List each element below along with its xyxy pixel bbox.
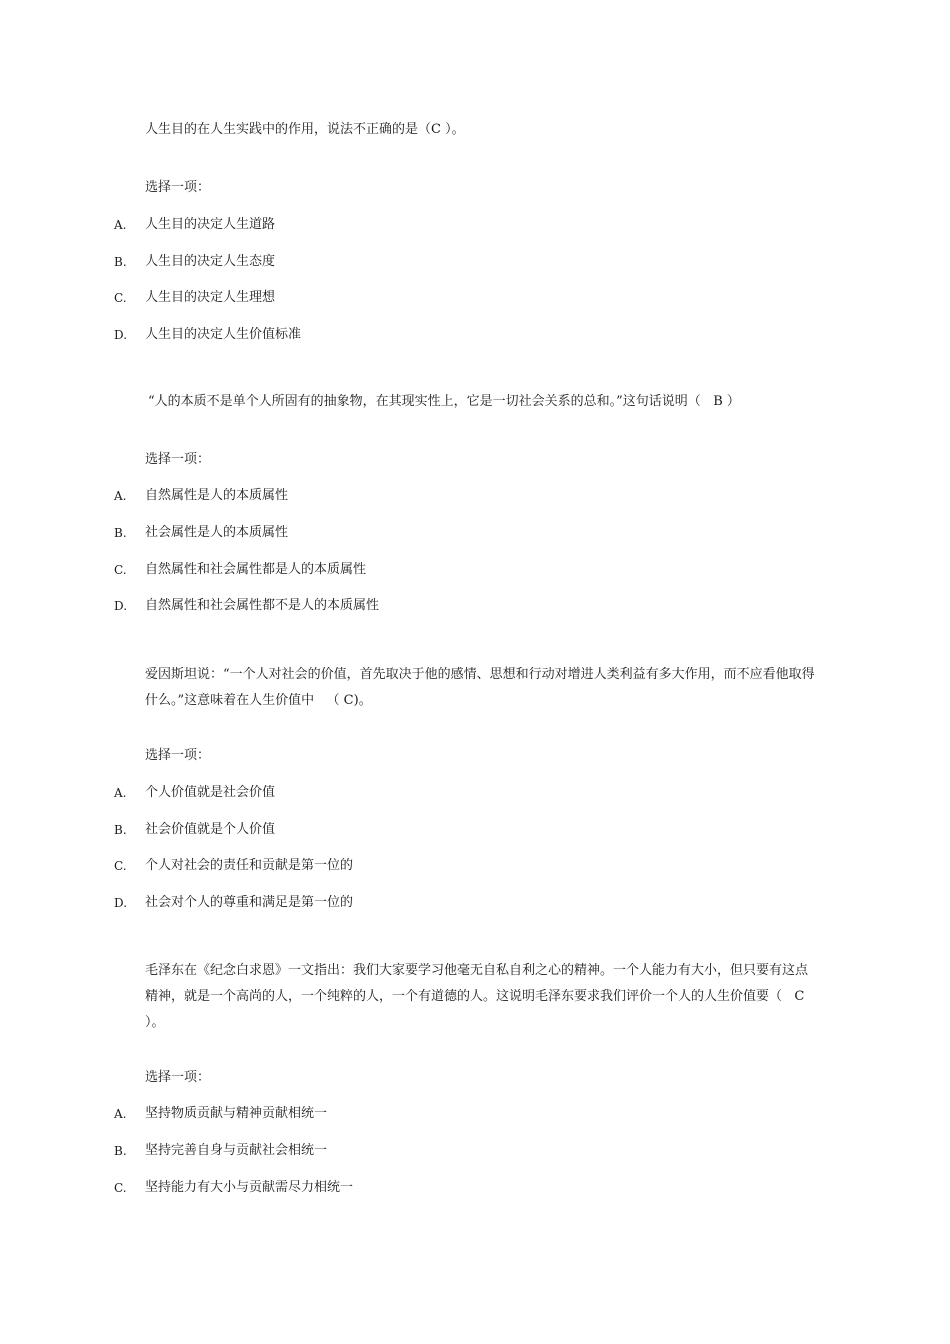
option-b bbox=[0, 523, 950, 543]
question-stem: 爱因斯坦说：“一个人对社会的价值，首先取决于他的感情、思想和行动对增进人类利益有多大作用，而不应看他取得什么。”这意味着在人生价值中 （ C)。 bbox=[145, 667, 815, 708]
option-d bbox=[0, 596, 950, 616]
option-letter: A. bbox=[114, 489, 127, 503]
option-letter: D. bbox=[114, 599, 128, 613]
option-c bbox=[0, 560, 950, 580]
option-text: 人生目的决定人生价值标准 bbox=[145, 327, 302, 342]
option-letter: B. bbox=[114, 255, 127, 269]
option-text: 个人对社会的责任和贡献是第一位的 bbox=[145, 858, 354, 873]
option-c bbox=[0, 1178, 950, 1198]
option-text: 社会属性是人的本质属性 bbox=[145, 525, 289, 540]
option-letter: B. bbox=[114, 526, 127, 540]
option-text: 自然属性是人的本质属性 bbox=[145, 488, 289, 503]
option-letter: B. bbox=[114, 823, 127, 837]
choose-one-prompt: 选择一项： bbox=[145, 180, 211, 195]
option-letter: C. bbox=[114, 563, 127, 577]
question-stem: 毛泽东在《纪念白求恩》一文指出：我们大家要学习他毫无自私自利之心的精神。一个人能力有大小，但只要有这点精神，就是一个高尚的人，一个纯粹的人，一个有道德的人。这说明毛泽东要求我们评价一个人的人生价值要（ C ）。 bbox=[145, 963, 821, 1030]
question-stem: 人生目的在人生实践中的作用，说法不正确的是（C ）。 bbox=[145, 122, 465, 137]
option-letter: C. bbox=[114, 859, 127, 873]
option-text: 社会对个人的尊重和满足是第一位的 bbox=[145, 895, 354, 910]
option-letter: D. bbox=[114, 896, 128, 910]
option-d bbox=[0, 325, 950, 345]
option-a bbox=[0, 1104, 950, 1124]
option-c bbox=[0, 856, 950, 876]
option-text: 人生目的决定人生理想 bbox=[145, 290, 276, 305]
option-a bbox=[0, 783, 950, 803]
option-d bbox=[0, 893, 950, 913]
option-text: 人生目的决定人生态度 bbox=[145, 254, 276, 269]
choose-one-prompt: 选择一项： bbox=[145, 452, 211, 467]
option-letter: B. bbox=[114, 1144, 127, 1158]
option-letter: A. bbox=[114, 786, 127, 800]
option-b bbox=[0, 1141, 950, 1161]
choose-one-prompt: 选择一项： bbox=[145, 1070, 211, 1085]
option-letter: C. bbox=[114, 291, 127, 305]
option-text: 坚持物质贡献与精神贡献相统一 bbox=[145, 1106, 328, 1121]
option-text: 坚持完善自身与贡献社会相统一 bbox=[145, 1143, 328, 1158]
question-stem: “人的本质不是单个人所固有的抽象物，在其现实性上，它是一切社会关系的总和。”这句话说明（ B ） bbox=[148, 394, 740, 409]
option-letter: D. bbox=[114, 328, 128, 342]
option-text: 人生目的决定人生道路 bbox=[145, 217, 276, 232]
option-b bbox=[0, 820, 950, 840]
option-text: 个人价值就是社会价值 bbox=[145, 785, 276, 800]
option-a bbox=[0, 486, 950, 506]
choose-one-prompt: 选择一项： bbox=[145, 748, 211, 763]
option-letter: C. bbox=[114, 1181, 127, 1195]
option-text: 自然属性和社会属性都不是人的本质属性 bbox=[145, 598, 380, 613]
option-text: 社会价值就是个人价值 bbox=[145, 822, 276, 837]
option-text: 坚持能力有大小与贡献需尽力相统一 bbox=[145, 1180, 354, 1195]
option-a bbox=[0, 215, 950, 235]
option-b bbox=[0, 252, 950, 272]
option-letter: A. bbox=[114, 1107, 127, 1121]
option-c bbox=[0, 288, 950, 308]
option-text: 自然属性和社会属性都是人的本质属性 bbox=[145, 562, 367, 577]
option-letter: A. bbox=[114, 218, 127, 232]
